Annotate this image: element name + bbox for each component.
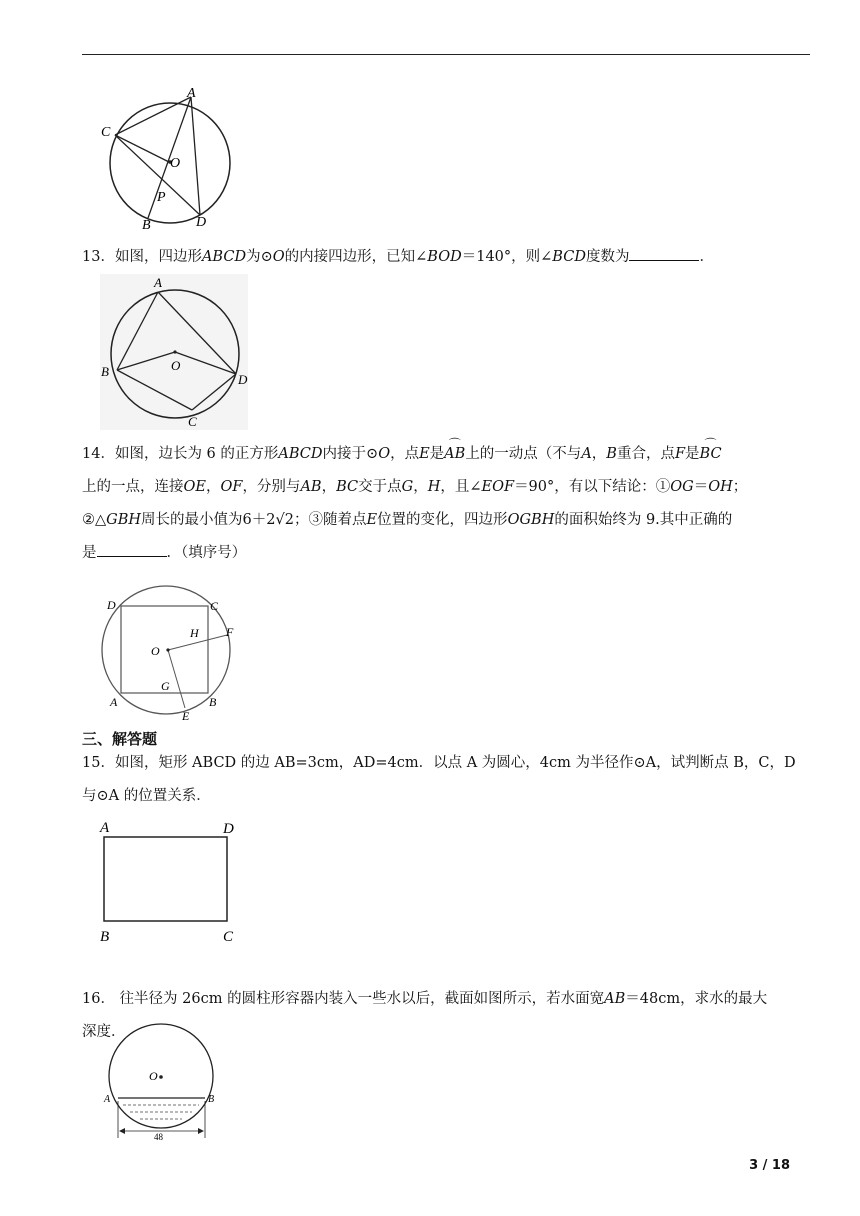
label-b: B bbox=[208, 1094, 215, 1105]
math: GBH bbox=[106, 512, 142, 528]
label-b: B bbox=[209, 695, 217, 709]
label-a: A bbox=[187, 86, 196, 101]
label-d: D bbox=[107, 598, 116, 612]
answer-blank[interactable] bbox=[629, 246, 699, 261]
question-number: 14． bbox=[82, 446, 115, 462]
arc-ab: ⌒ AB bbox=[444, 438, 465, 471]
question-14-line-2 bbox=[82, 471, 812, 504]
figure-q12 bbox=[100, 85, 240, 235]
label-h: H bbox=[190, 626, 199, 640]
text: 内接于⊙ bbox=[322, 446, 379, 462]
math-expression: 6＋2√2 bbox=[242, 512, 294, 528]
page-number: 3 / 18 bbox=[749, 1158, 790, 1173]
text: ，分别与 bbox=[242, 479, 301, 495]
text: ②△ bbox=[82, 512, 107, 528]
arc-bc: ⌒ BC bbox=[700, 438, 722, 471]
text: 重合，点 bbox=[616, 446, 675, 462]
label-o: O bbox=[171, 358, 181, 373]
math: OH bbox=[708, 479, 733, 495]
math: F bbox=[674, 446, 686, 462]
label-c: C bbox=[188, 414, 197, 429]
text: ， bbox=[591, 446, 607, 462]
label-a: A bbox=[100, 820, 110, 836]
math: H bbox=[427, 479, 441, 495]
math: AB bbox=[604, 991, 626, 1007]
question-15-line-2: 与⊙A 的位置关系． bbox=[82, 788, 211, 804]
math: OE bbox=[183, 479, 206, 495]
text: 是 bbox=[429, 446, 445, 462]
text: ；③随着点 bbox=[293, 512, 367, 528]
text: 为⊙ bbox=[246, 249, 273, 265]
text: 上的一点，连接 bbox=[82, 479, 184, 495]
text: 是 bbox=[685, 446, 700, 462]
label-d: D bbox=[223, 821, 234, 837]
text: ， bbox=[205, 479, 221, 495]
answer-blank[interactable] bbox=[97, 542, 167, 557]
math: OF bbox=[220, 479, 243, 495]
label-b: B bbox=[100, 929, 110, 945]
text: 的面积始终为 9.其中正确的 bbox=[554, 512, 733, 528]
question-14-line-4 bbox=[82, 537, 812, 570]
text: 周长的最小值为 bbox=[141, 512, 243, 528]
label-d: D bbox=[238, 372, 248, 387]
label-o: O bbox=[151, 644, 160, 658]
text: ＝90°，有以下结论：① bbox=[514, 479, 671, 495]
text: ； bbox=[732, 479, 748, 495]
question-16-line-1 bbox=[82, 983, 812, 1016]
text: ，且∠ bbox=[440, 479, 482, 495]
text: 如图，四边形 bbox=[114, 249, 202, 265]
text: ＝140°，则∠ bbox=[461, 249, 553, 265]
label-c: C bbox=[210, 599, 219, 613]
text: ＝ bbox=[693, 479, 709, 495]
label-a: A bbox=[110, 695, 118, 709]
math: A bbox=[581, 446, 592, 462]
math: ABCD bbox=[278, 446, 323, 462]
math: BC bbox=[336, 479, 359, 495]
math: ABCD bbox=[201, 249, 247, 265]
text: 16． 往半径为 26cm 的圆柱形容器内装入一些水以后，截面如图所示，若水面宽 bbox=[82, 991, 605, 1007]
figure-q13 bbox=[100, 274, 250, 432]
label-b: B bbox=[101, 364, 109, 379]
math: E bbox=[366, 512, 378, 528]
text: ，点 bbox=[390, 446, 420, 462]
math: EOF bbox=[481, 479, 515, 495]
math: OGBH bbox=[507, 512, 555, 528]
figure-q16 bbox=[98, 1022, 228, 1142]
math: O bbox=[272, 249, 285, 265]
math: BCD bbox=[552, 249, 586, 265]
question-15-line-1: 15．如图，矩形 ABCD 的边 AB=3cm，AD=4cm．以点 A 为圆心，4cm 为半径作⊙A，试判断点 B，C，D bbox=[82, 755, 796, 771]
question-13 bbox=[82, 241, 812, 274]
label-c: C bbox=[223, 929, 234, 945]
text: 位置的变化，四边形 bbox=[377, 512, 508, 528]
question-14-line-3 bbox=[82, 504, 812, 537]
math: B bbox=[606, 446, 617, 462]
label-o: O bbox=[170, 156, 181, 171]
label-e: E bbox=[182, 709, 190, 723]
text: 是 bbox=[82, 545, 97, 561]
question-number: 13． bbox=[82, 249, 115, 265]
question-15 bbox=[82, 747, 812, 813]
label-d: D bbox=[196, 215, 207, 230]
label-width: 48 bbox=[154, 1132, 163, 1142]
text: ， bbox=[321, 479, 337, 495]
section-heading: 三、解答题 bbox=[82, 730, 158, 748]
label-g: G bbox=[161, 679, 170, 693]
label-p: P bbox=[157, 190, 166, 205]
math: O bbox=[378, 446, 391, 462]
text: 如图，边长为 6 的正方形 bbox=[114, 446, 279, 462]
text: 度数为 bbox=[585, 249, 630, 265]
question-16-line-2: 深度． bbox=[82, 1024, 126, 1040]
label-a: A bbox=[154, 275, 162, 290]
math: OG bbox=[670, 479, 694, 495]
figure-q15 bbox=[98, 818, 248, 948]
label-f: F bbox=[226, 625, 234, 639]
label-o: O bbox=[149, 1069, 158, 1083]
header-rule bbox=[82, 54, 810, 55]
label-b: B bbox=[142, 218, 151, 233]
text: ， bbox=[413, 479, 428, 495]
math: BOD bbox=[427, 249, 462, 265]
text: 上的一动点（不与 bbox=[465, 446, 582, 462]
label-c: C bbox=[101, 125, 111, 140]
figure-q14 bbox=[100, 598, 250, 723]
question-14-line-1 bbox=[82, 438, 812, 471]
question-14 bbox=[82, 438, 812, 570]
label-a: A bbox=[104, 1094, 111, 1105]
math: E bbox=[419, 446, 430, 462]
math: G bbox=[401, 479, 414, 495]
text: 交于点 bbox=[358, 479, 402, 495]
text: ．（填序号） bbox=[166, 545, 247, 561]
text: ＝48cm，求水的最大 bbox=[625, 991, 768, 1007]
math: AB bbox=[300, 479, 322, 495]
text: 的内接四边形，已知∠ bbox=[284, 249, 428, 265]
text: ． bbox=[699, 249, 714, 265]
